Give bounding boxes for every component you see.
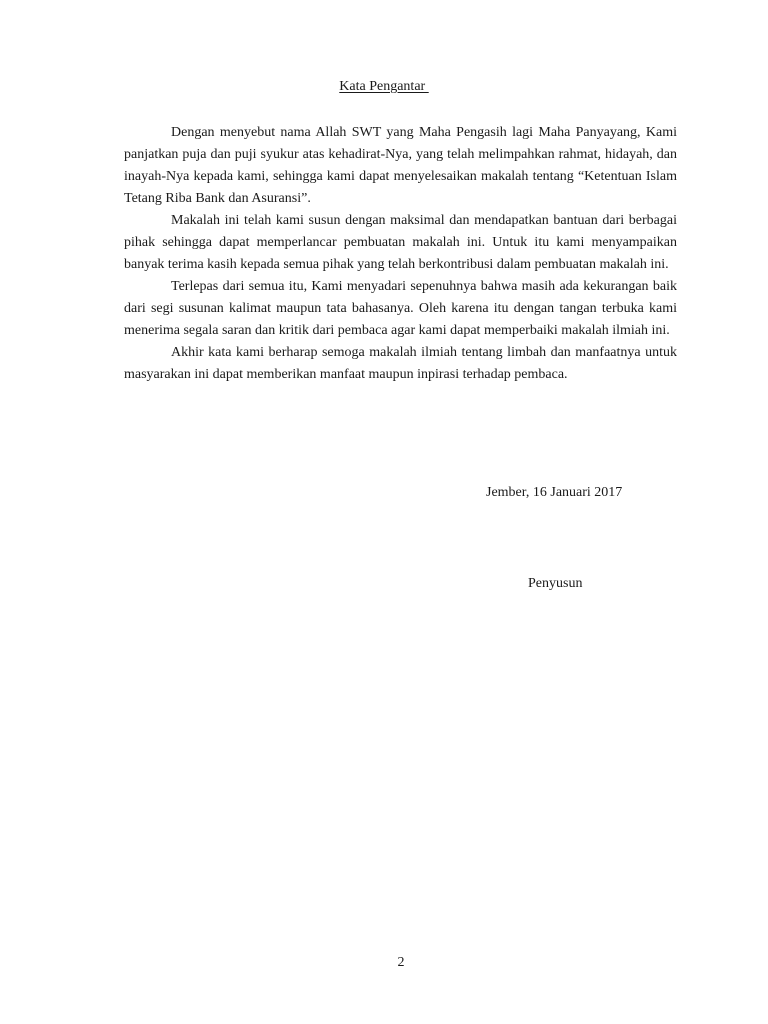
paragraph: Dengan menyebut nama Allah SWT yang Maha Pengasih lagi Maha Panyayang, Kami panjatkan puja dan puji syukur atas kehadirat-Nya, yang telah melimpahkan rahmat, hidayah, dan inayah-Nya kepada kami, sehingga kami dapat menyelesaikan makalah tentang “Ketentuan Islam Tetang Riba Bank dan Asuransi”. — [124, 125, 677, 206]
body-text — [124, 122, 677, 386]
page-number: 2 — [397, 955, 405, 970]
paragraph: Makalah ini telah kami susun dengan maksimal dan mendapatkan bantuan dari berbagai pihak sehingga dapat memperlancar pembuatan makalah ini. Untuk itu kami menyampaikan banyak terima kasih kepada semua pihak yang telah berkontribusi dalam pembuatan makalah ini. — [124, 213, 677, 272]
paragraph: Terlepas dari semua itu, Kami menyadari sepenuhnya bahwa masih ada kekurangan baik dari segi susunan kalimat maupun tata bahasanya. Oleh karena itu dengan tangan terbuka kami menerima segala saran dan kritik dari pembaca agar kami dapat memperbaiki makalah ilmiah ini. — [124, 279, 677, 338]
page-title: Kata Pengantar — [339, 79, 429, 94]
author-signature: Penyusun — [528, 576, 583, 591]
place-date: Jember, 16 Januari 2017 — [486, 485, 623, 500]
paragraph: Akhir kata kami berharap semoga makalah ilmiah tentang limbah dan manfaatnya untuk masyarakan ini dapat memberikan manfaat maupun inpirasi terhadap pembaca. — [124, 345, 677, 382]
